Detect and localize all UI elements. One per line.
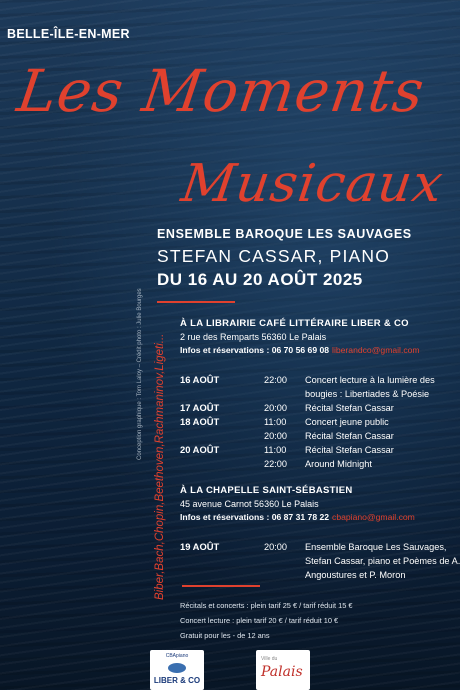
venue-phone: Infos et réservations : 06 70 56 69 08 bbox=[180, 345, 330, 355]
event-row bbox=[180, 415, 460, 429]
event-time: 20:00 bbox=[264, 542, 287, 552]
liber-logo-small-text: CBApiano bbox=[165, 653, 189, 659]
price-line: Récitals et concerts : plein tarif 25 € / tarif réduit 15 € bbox=[180, 601, 353, 610]
venue-name: À LA CHAPELLE SAINT-SÉBASTIEN bbox=[180, 485, 353, 496]
event-row bbox=[180, 401, 460, 415]
divider-bottom bbox=[182, 585, 260, 587]
venue-address: 2 rue des Remparts 56360 Le Palais bbox=[180, 332, 327, 342]
credits-vertical-text: Conception graphique : Tom Laloy – Crédit photo : Julie Bourges bbox=[137, 288, 143, 460]
event-date: 18 AOÛT bbox=[180, 416, 220, 427]
venue-email[interactable]: cbapiano@gmail.com bbox=[332, 512, 415, 522]
price-line: Gratuit pour les - de 12 ans bbox=[180, 631, 270, 640]
event-date: 16 AOÛT bbox=[180, 374, 220, 385]
event-time: 11:00 bbox=[264, 445, 287, 455]
event-description: Around Midnight bbox=[305, 459, 372, 469]
event-description: Récital Stefan Cassar bbox=[305, 431, 394, 441]
event-time: 22:00 bbox=[264, 375, 287, 385]
pricing-info bbox=[180, 598, 353, 643]
title-line-2: Musicaux bbox=[177, 154, 448, 214]
venue-address: 45 avenue Carnot 56360 Le Palais bbox=[180, 499, 319, 509]
event-date: 19 AOÛT bbox=[180, 541, 220, 552]
event-description: Ensemble Baroque Les Sauvages, Stefan Cassar, piano et Poèmes de A. Angoustures et P. Moron bbox=[305, 542, 460, 580]
event-description: Récital Stefan Cassar bbox=[305, 403, 394, 413]
event-row bbox=[180, 457, 460, 471]
event-description: Concert lecture à la lumière des bougies : Libertiades & Poésie bbox=[305, 375, 435, 399]
event-time: 22:00 bbox=[264, 459, 287, 469]
liber-co-logo bbox=[150, 650, 204, 690]
festival-dates: DU 16 AU 20 AOÛT 2025 bbox=[157, 270, 363, 289]
event-date: 20 AOÛT bbox=[180, 444, 220, 455]
event-description: Récital Stefan Cassar bbox=[305, 445, 394, 455]
venue-name: À LA LIBRAIRIE CAFÉ LITTÉRAIRE LIBER & CO bbox=[180, 318, 409, 329]
performer-name: STEFAN CASSAR, PIANO bbox=[157, 246, 391, 266]
event-time: 20:00 bbox=[264, 431, 287, 441]
venue-contact bbox=[180, 345, 420, 355]
le-palais-logo bbox=[256, 650, 310, 690]
price-line: Concert lecture : plein tarif 20 € / tarif réduit 10 € bbox=[180, 616, 339, 625]
event-description: Concert jeune public bbox=[305, 417, 389, 427]
title-line-1: Les Moments bbox=[13, 57, 429, 125]
venue-librairie bbox=[180, 318, 420, 358]
event-row bbox=[180, 443, 460, 457]
palais-logo-top-text: Ville du bbox=[261, 656, 278, 662]
venue-email[interactable]: liberandco@gmail.com bbox=[332, 345, 420, 355]
event-row bbox=[180, 540, 460, 582]
composers-vertical-text: Biber,Bach,Chopin,Beethoven,Rachmaninov,Ligeti... bbox=[154, 333, 166, 600]
liber-logo-text: LIBER & CO bbox=[153, 676, 201, 685]
ensemble-name: ENSEMBLE BAROQUE LES SAUVAGES bbox=[157, 227, 412, 241]
venue-contact bbox=[180, 512, 415, 522]
venue-phone: Infos et réservations : 06 87 31 78 22 bbox=[180, 512, 330, 522]
event-time: 20:00 bbox=[264, 403, 287, 413]
location-label: BELLE-ÎLE-EN-MER bbox=[7, 27, 130, 41]
event-row bbox=[180, 429, 460, 443]
venue-chapelle bbox=[180, 485, 415, 525]
palais-logo-text: Palais bbox=[261, 664, 303, 680]
event-date: 17 AOÛT bbox=[180, 402, 220, 413]
event-row bbox=[180, 373, 460, 401]
event-time: 11:00 bbox=[264, 417, 287, 427]
divider-top bbox=[157, 301, 235, 303]
